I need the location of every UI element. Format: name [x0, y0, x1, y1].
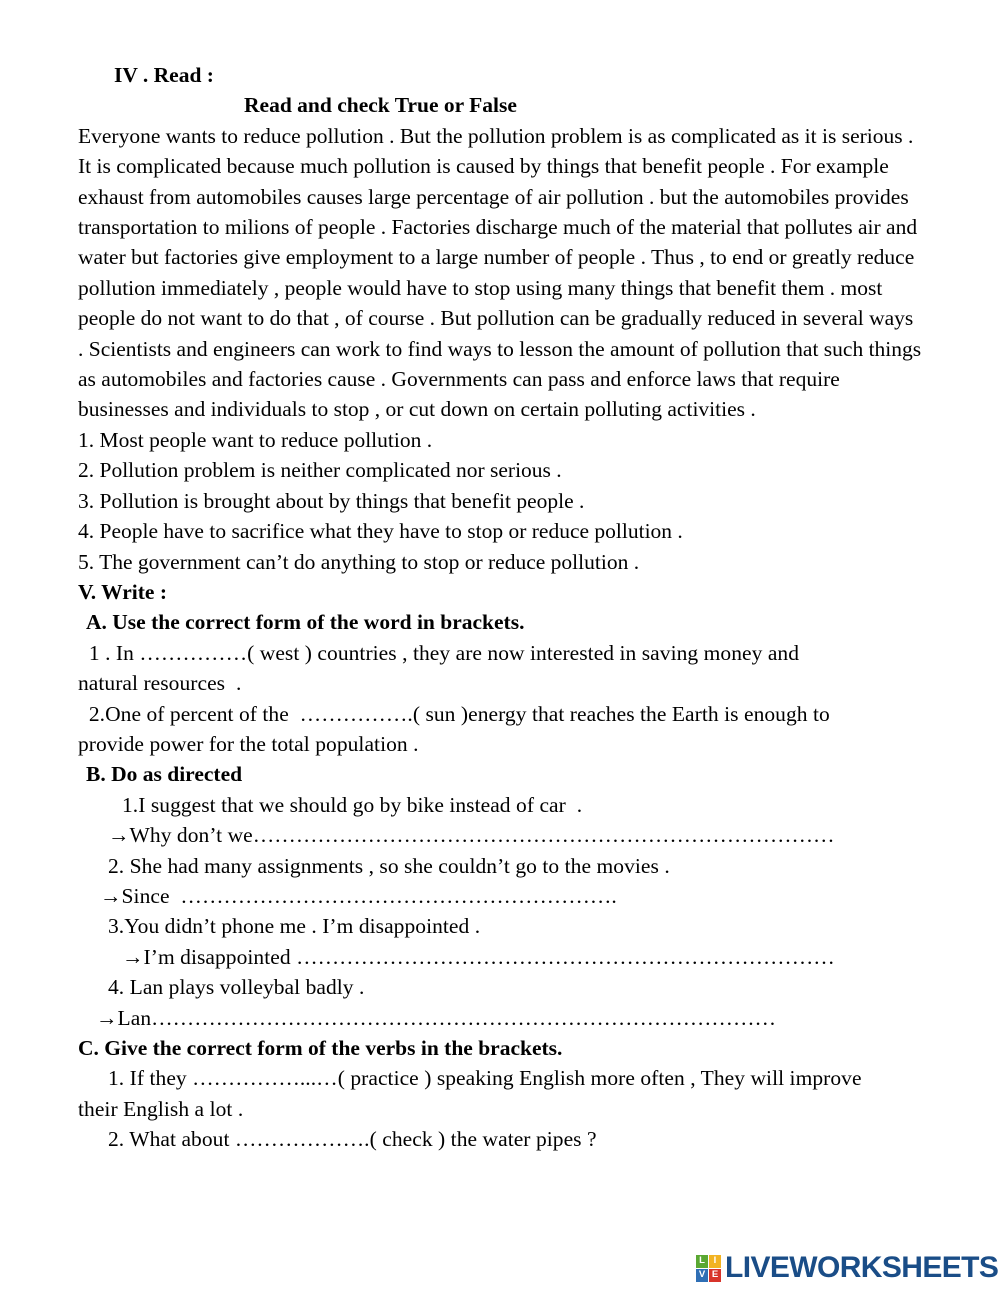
- liveworksheets-logo[interactable]: [696, 1248, 998, 1288]
- part-c-heading: C. Give the correct form of the verbs in the brackets.: [78, 1036, 563, 1060]
- part-b-question-2: 2. She had many assignments , so she couldn’t go to the movies .: [108, 853, 670, 878]
- part-a-question-2-line-2: provide power for the total population .: [78, 731, 419, 756]
- part-b-question-3: 3.You didn’t phone me . I’m disappointed .: [108, 914, 481, 939]
- part-b-heading: B. Do as directed: [86, 762, 243, 787]
- part-a-question-2-line-1: 2.One of percent of the …………….( sun )energy that reaches the Earth is enough to: [78, 701, 830, 726]
- logo-tile-v: V: [696, 1269, 708, 1282]
- part-b-answer-4[interactable]: →Lan……………………………………………………………………………: [96, 1005, 777, 1030]
- section-iv-subtitle: Read and check True or False: [244, 93, 517, 118]
- reading-passage: Everyone wants to reduce pollution . But the pollution problem is as complicated as it is serious . It is complicated because much pollution is caused by things that benefit people . For example exhaust from automobiles causes large percentage of air pollution . but the automobiles provides transportation to milions of people . Factories discharge much of the material that pollutes air and water but factories give employment to a large number of people . Thus , to end or greatly reduce pollution immediately , people would have to stop using many things that benefit them . most people do not want to do that , of course . But pollution can be gradually reduced in several ways . Scientists and engineers can work to find ways to lesson the amount of pollution that such things as automobiles and factories cause . Governments can pass and enforce laws that require businesses and individuals to stop , or cut down on certain polluting activities .: [78, 123, 927, 422]
- section-v-heading: V. Write :: [78, 579, 167, 604]
- logo-tile-e: E: [709, 1269, 721, 1282]
- part-c-question-1-line-1: 1. If they ……………...…( practice ) speaking English more often , They will improve: [108, 1066, 862, 1091]
- logo-tiles: [696, 1255, 721, 1282]
- true-false-statement-4: 4. People have to sacrifice what they have to stop or reduce pollution .: [78, 519, 683, 544]
- true-false-statement-3: 3. Pollution is brought about by things that benefit people .: [78, 488, 585, 513]
- part-b-answer-2[interactable]: →Since …………………………………………………….: [100, 883, 617, 908]
- part-b-question-4: 4. Lan plays volleybal badly .: [108, 975, 365, 1000]
- section-iv-heading: IV . Read :: [114, 63, 214, 87]
- part-a-question-1-line-1: 1 . In ……………( west ) countries , they are now interested in saving money and: [78, 640, 800, 665]
- part-b-answer-3[interactable]: →I’m disappointed …………………………………………………………………: [122, 944, 835, 969]
- true-false-statement-1: 1. Most people want to reduce pollution .: [78, 427, 433, 452]
- part-c-question-2: 2. What about ……………….( check ) the water pipes ?: [108, 1127, 597, 1152]
- part-a-question-1-line-2: natural resources .: [78, 671, 242, 696]
- true-false-statement-5: 5. The government can’t do anything to stop or reduce pollution .: [78, 549, 640, 574]
- part-c-question-1-line-2: their English a lot .: [78, 1096, 244, 1121]
- true-false-statement-2: 2. Pollution problem is neither complicated nor serious .: [78, 458, 562, 483]
- logo-tile-i: I: [709, 1255, 721, 1268]
- logo-wordmark: LIVEWORKSHEETS: [725, 1251, 999, 1284]
- part-b-answer-1[interactable]: →Why don’t we………………………………………………………………………: [108, 823, 835, 848]
- logo-tile-l: L: [696, 1255, 708, 1268]
- part-b-question-1: 1.I suggest that we should go by bike instead of car .: [122, 792, 583, 817]
- part-a-heading: A. Use the correct form of the word in brackets.: [86, 610, 525, 635]
